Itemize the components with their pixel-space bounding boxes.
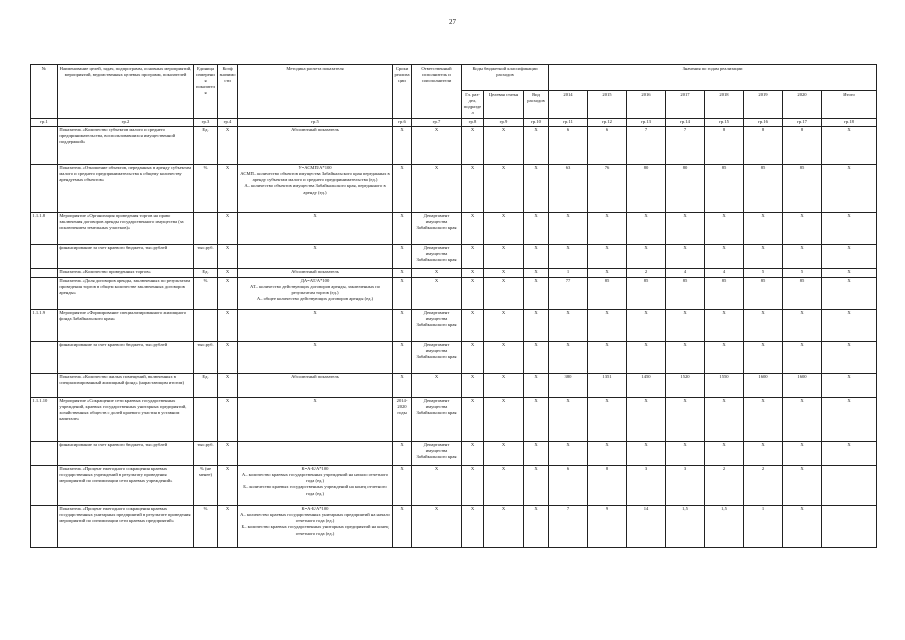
year-value-cell: 85 <box>705 164 744 212</box>
csr-cell: Х <box>484 212 524 244</box>
year-value-cell: Х <box>744 212 783 244</box>
total-value-cell <box>822 505 877 547</box>
year-value-cell: 5 <box>744 268 783 277</box>
vr-cell: Х <box>524 164 549 212</box>
year-value-cell: Х <box>627 244 666 268</box>
responsible-cell: Департамент имущества Забайкальского края <box>412 397 462 441</box>
year-value-cell: Х <box>627 441 666 465</box>
row-number <box>31 268 58 277</box>
row-number <box>31 465 58 505</box>
table-row <box>31 277 877 309</box>
year-value-cell: 1351 <box>588 373 627 397</box>
gr-rz-cell: Х <box>462 373 484 397</box>
term-cell: Х <box>393 212 412 244</box>
header-year: 2020 <box>783 91 822 119</box>
column-number: гр.13 <box>627 119 666 127</box>
term-cell: Х <box>393 244 412 268</box>
column-number: гр.12 <box>588 119 627 127</box>
indicator-name: Показатель «Доля договоров аренды, заключенных по результатам проведения торгов в общем количестве заключенных договоров аренды» <box>58 277 194 309</box>
term-cell: Х <box>393 268 412 277</box>
responsible-cell: Х <box>412 465 462 505</box>
unit-cell <box>194 309 218 341</box>
year-value-cell: Х <box>549 309 588 341</box>
gr-rz-cell: Х <box>462 441 484 465</box>
vr-cell: Х <box>524 244 549 268</box>
unit-cell <box>194 397 218 441</box>
indicator-name: финансирование за счет краевого бюджета, тыс.рублей <box>58 244 194 268</box>
indicator-name: Мероприятие «Формирование специализированного жилищного фонда Забайкальского края» <box>58 309 194 341</box>
indicator-name: Показатель «Количество жилых помещений, включенных в специализированный жилищный фонд» (нарастающим итогом) <box>58 373 194 397</box>
term-cell: Х <box>393 309 412 341</box>
indicator-name: финансирование за счет краевого бюджета, тыс.рублей <box>58 441 194 465</box>
unit-cell: % <box>194 277 218 309</box>
coef-cell: Х <box>218 397 238 441</box>
year-value-cell: Х <box>627 397 666 441</box>
year-value-cell: 85 <box>705 277 744 309</box>
year-value-cell: Х <box>666 341 705 373</box>
responsible-cell: Х <box>412 164 462 212</box>
table-row <box>31 465 877 505</box>
coef-cell: Х <box>218 277 238 309</box>
column-number: гр.10 <box>524 119 549 127</box>
header-year: 2017 <box>666 91 705 119</box>
responsible-cell: Департамент имущества Забайкальского края <box>412 309 462 341</box>
year-value-cell: Х <box>705 341 744 373</box>
year-value-cell: 80 <box>666 164 705 212</box>
unit-cell <box>194 212 218 244</box>
year-value-cell: 8 <box>705 126 744 164</box>
method-cell: У=АСМП/А*100 АСМП– количество объектов имущества Забайкальского края переданных в аренду субъектам малого и среднего предпринимательства (ед.) А– количество объектов имущества Забайкальского края, переданного в аренду (ед.) <box>238 164 393 212</box>
vr-cell: Х <box>524 277 549 309</box>
vr-cell: Х <box>524 309 549 341</box>
method-cell: К=А-Б/А*100 А– количество краевых государственных учреждений на начало отчетного года (ед.) Б– количество краевых государственных учреждений на конец отчетного года (ед.) <box>238 465 393 505</box>
year-value-cell: Х <box>549 397 588 441</box>
responsible-cell: Х <box>412 268 462 277</box>
table-row <box>31 441 877 465</box>
vr-cell: Х <box>524 465 549 505</box>
year-value-cell: Х <box>744 244 783 268</box>
csr-cell: Х <box>484 341 524 373</box>
vr-cell: Х <box>524 268 549 277</box>
column-number: гр.5 <box>238 119 393 127</box>
gr-rz-cell: Х <box>462 397 484 441</box>
year-value-cell: 5 <box>783 268 822 277</box>
year-value-cell: Х <box>705 397 744 441</box>
method-cell: Абсолютный показатель <box>238 268 393 277</box>
total-value-cell: Х <box>822 373 877 397</box>
indicator-name: Мероприятие «Организация проведения торгов на право заключения договоров аренды государственного имущества (за исключением земельных участков)» <box>58 212 194 244</box>
table-body <box>31 126 877 547</box>
row-number <box>31 505 58 547</box>
year-value-cell: Х <box>783 309 822 341</box>
column-number: гр.3 <box>194 119 218 127</box>
year-value-cell: 2 <box>627 268 666 277</box>
total-value-cell: Х <box>822 309 877 341</box>
vr-cell: Х <box>524 505 549 547</box>
method-cell: К=А-Б/А*100 А– количество краевых государственных унитарных предприятий на начало отчетного года (ед.) Б– количество краевых государственных унитарных предприятий на конец отчетного года (ед.) <box>238 505 393 547</box>
vr-cell: Х <box>524 341 549 373</box>
year-value-cell: Х <box>588 268 627 277</box>
column-number: гр.17 <box>783 119 822 127</box>
year-value-cell: Х <box>744 309 783 341</box>
indicator-name: Показатель «Процент ежегодного сокращения краевых государственных унитарных предприятий в результате проведения мероприятий по оптимизации сети краевых предприятий» <box>58 505 194 547</box>
column-number: гр.4 <box>218 119 238 127</box>
header-year: 2018 <box>705 91 744 119</box>
coef-cell: Х <box>218 309 238 341</box>
year-value-cell: Х <box>666 244 705 268</box>
header-year: 2014 <box>549 91 588 119</box>
csr-cell: Х <box>484 309 524 341</box>
method-cell: Абсолютный показатель <box>238 373 393 397</box>
year-value-cell: 6 <box>588 126 627 164</box>
year-value-cell: 1600 <box>744 373 783 397</box>
year-value-cell: 6 <box>549 465 588 505</box>
coef-cell: Х <box>218 465 238 505</box>
gr-rz-cell: Х <box>462 465 484 505</box>
row-number: 1.1.1.10 <box>31 397 58 441</box>
year-value-cell: 77 <box>549 277 588 309</box>
year-value-cell: 1 <box>549 268 588 277</box>
year-value-cell: Х <box>666 397 705 441</box>
total-value-cell: Х <box>822 244 877 268</box>
header-year: 2015 <box>588 91 627 119</box>
column-number: гр.2 <box>58 119 194 127</box>
row-number <box>31 441 58 465</box>
vr-cell: Х <box>524 212 549 244</box>
year-value-cell: 4 <box>705 268 744 277</box>
coef-cell: Х <box>218 244 238 268</box>
year-value-cell: 7 <box>627 126 666 164</box>
unit-cell: Ед. <box>194 268 218 277</box>
year-value-cell: Х <box>627 309 666 341</box>
header-responsible: Ответственный исполнитель и соисполнители <box>412 65 462 119</box>
year-value-cell: 1550 <box>705 373 744 397</box>
column-number: гр.9 <box>484 119 524 127</box>
year-value-cell: 7 <box>666 126 705 164</box>
column-number: гр.11 <box>549 119 588 127</box>
year-value-cell: Х <box>588 212 627 244</box>
method-cell: Х <box>238 212 393 244</box>
indicator-name: Показатель «Количество проведенных торгов» <box>58 268 194 277</box>
year-value-cell: Х <box>549 341 588 373</box>
column-number: гр.8 <box>462 119 484 127</box>
row-number <box>31 126 58 164</box>
page-number: 27 <box>449 18 456 26</box>
row-number <box>31 164 58 212</box>
year-value-cell: 9 <box>588 505 627 547</box>
year-value-cell: 4 <box>666 268 705 277</box>
responsible-cell: Х <box>412 505 462 547</box>
year-value-cell: Х <box>666 212 705 244</box>
year-value-cell: 80 <box>627 164 666 212</box>
year-value-cell: Х <box>744 397 783 441</box>
coef-cell: Х <box>218 126 238 164</box>
year-value-cell: 85 <box>744 164 783 212</box>
indicator-name: финансирование за счет краевого бюджета, тыс.рублей <box>58 341 194 373</box>
year-value-cell: Х <box>705 244 744 268</box>
row-number <box>31 277 58 309</box>
column-number: гр.18 <box>822 119 877 127</box>
header-name: Наименование целей, задач, подпрограмм, основных мероприятий, мероприятий, ведомственных целевых программ, показателей <box>58 65 194 119</box>
method-cell: Абсолютный показатель <box>238 126 393 164</box>
table-row <box>31 244 877 268</box>
year-value-cell: Х <box>783 397 822 441</box>
vr-cell: Х <box>524 373 549 397</box>
term-cell: Х <box>393 126 412 164</box>
year-value-cell: 85 <box>588 277 627 309</box>
responsible-cell: Департамент имущества Забайкальского края <box>412 244 462 268</box>
coef-cell: Х <box>218 505 238 547</box>
responsible-cell: Х <box>412 373 462 397</box>
unit-cell: % <box>194 164 218 212</box>
row-number: 1.1.1.8 <box>31 212 58 244</box>
coef-cell: Х <box>218 341 238 373</box>
csr-cell: Х <box>484 268 524 277</box>
table-row <box>31 373 877 397</box>
gr-rz-cell: Х <box>462 309 484 341</box>
year-value-cell: Х <box>666 441 705 465</box>
header-no: № <box>31 65 58 119</box>
unit-cell: Ед. <box>194 373 218 397</box>
unit-cell: тыс.руб. <box>194 244 218 268</box>
year-value-cell: 6 <box>549 126 588 164</box>
year-value-cell: 1600 <box>783 373 822 397</box>
csr-cell: Х <box>484 441 524 465</box>
year-value-cell: Х <box>666 309 705 341</box>
table-row <box>31 268 877 277</box>
unit-cell: % (не менее) <box>194 465 218 505</box>
table-row <box>31 505 877 547</box>
responsible-cell: Х <box>412 126 462 164</box>
year-value-cell: Х <box>783 441 822 465</box>
gr-rz-cell: Х <box>462 268 484 277</box>
year-value-cell: 7 <box>549 505 588 547</box>
year-value-cell: 1450 <box>627 373 666 397</box>
coef-cell: Х <box>218 164 238 212</box>
method-cell: Х <box>238 309 393 341</box>
responsible-cell: Департамент имущества Забайкальского края <box>412 341 462 373</box>
year-value-cell: Х <box>783 212 822 244</box>
header-unit: Единица измерения показателя <box>194 65 218 119</box>
year-value-cell: 8 <box>744 126 783 164</box>
year-value-cell: Х <box>588 341 627 373</box>
coef-cell: Х <box>218 441 238 465</box>
year-value-cell: Х <box>783 465 822 505</box>
header-term: Сроки реализации <box>393 65 412 119</box>
responsible-cell: Департамент имущества Забайкальского края <box>412 441 462 465</box>
header-total: Итого <box>822 91 877 119</box>
year-value-cell: Х <box>588 309 627 341</box>
table-row <box>31 309 877 341</box>
year-value-cell: Х <box>705 309 744 341</box>
csr-cell: Х <box>484 505 524 547</box>
term-cell: Х <box>393 441 412 465</box>
method-cell: Х <box>238 397 393 441</box>
year-value-cell: 1,5 <box>705 505 744 547</box>
year-value-cell: 1 <box>744 505 783 547</box>
header-vr: Вид расходов <box>524 91 549 119</box>
header-gr-rz: Гл. раз-дел, подраздел <box>462 91 484 119</box>
column-number: гр.7 <box>412 119 462 127</box>
total-value-cell: Х <box>822 277 877 309</box>
table-row <box>31 341 877 373</box>
responsible-cell: Х <box>412 277 462 309</box>
term-cell: Х <box>393 277 412 309</box>
year-value-cell: Х <box>549 441 588 465</box>
term-cell: Х <box>393 341 412 373</box>
csr-cell: Х <box>484 126 524 164</box>
total-value-cell: Х <box>822 164 877 212</box>
year-value-cell: 85 <box>627 277 666 309</box>
year-value-cell: 85 <box>666 277 705 309</box>
term-cell: Х <box>393 505 412 547</box>
year-value-cell: Х <box>783 505 822 547</box>
responsible-cell: Департамент имущества Забайкальского края <box>412 212 462 244</box>
header-year: 2016 <box>627 91 666 119</box>
row-number <box>31 373 58 397</box>
year-value-cell: 85 <box>744 277 783 309</box>
unit-cell: тыс.руб. <box>194 341 218 373</box>
year-value-cell: Х <box>627 341 666 373</box>
gr-rz-cell: Х <box>462 244 484 268</box>
year-value-cell: 2 <box>705 465 744 505</box>
year-value-cell: 85 <box>783 164 822 212</box>
total-value-cell: Х <box>822 268 877 277</box>
total-value-cell: Х <box>822 212 877 244</box>
indicator-name: Мероприятие «Сокращение сети краевых государственных учреждений, краевых государственных унитарных предприятий, хозяйственных обществ с долей краевого участия в уставном капитале» <box>58 397 194 441</box>
column-number: гр.6 <box>393 119 412 127</box>
csr-cell: Х <box>484 397 524 441</box>
total-value-cell: Х <box>822 341 877 373</box>
term-cell: Х <box>393 373 412 397</box>
coef-cell: Х <box>218 212 238 244</box>
csr-cell: Х <box>484 373 524 397</box>
csr-cell: Х <box>484 164 524 212</box>
table-header <box>31 65 877 127</box>
year-value-cell: Х <box>783 244 822 268</box>
year-value-cell: 63 <box>549 164 588 212</box>
indicators-table <box>30 64 877 548</box>
table-row <box>31 397 877 441</box>
gr-rz-cell: Х <box>462 212 484 244</box>
header-coef: Коэф значимости <box>218 65 238 119</box>
table-row <box>31 126 877 164</box>
year-value-cell: 380 <box>549 373 588 397</box>
year-value-cell: Х <box>588 441 627 465</box>
year-value-cell: 3 <box>627 465 666 505</box>
header-year: 2019 <box>744 91 783 119</box>
vr-cell: Х <box>524 397 549 441</box>
vr-cell: Х <box>524 441 549 465</box>
column-number: гр.14 <box>666 119 705 127</box>
indicator-name: Показатель «Количество субъектов малого и среднего предпринимательства, воспользовавшихся имущественной поддержкой» <box>58 126 194 164</box>
method-cell: Х <box>238 341 393 373</box>
term-cell: Х <box>393 164 412 212</box>
gr-rz-cell: Х <box>462 277 484 309</box>
year-value-cell: Х <box>705 212 744 244</box>
row-number <box>31 341 58 373</box>
column-number: гр.16 <box>744 119 783 127</box>
csr-cell: Х <box>484 465 524 505</box>
method-cell <box>238 441 393 465</box>
csr-cell: Х <box>484 277 524 309</box>
row-number <box>31 244 58 268</box>
year-value-cell: 14 <box>627 505 666 547</box>
csr-cell: Х <box>484 244 524 268</box>
gr-rz-cell: Х <box>462 164 484 212</box>
year-value-cell: 2 <box>744 465 783 505</box>
header-budget-codes: Коды бюджетной классификации расходов <box>462 65 549 91</box>
column-number-row <box>31 119 877 127</box>
header-year-values: Значения по годам реализации <box>549 65 877 91</box>
indicator-name: Показатель «Процент ежегодного сокращения краевых государственных учреждений в результату проведения мероприятий по оптимизации сети краевых учреждений» <box>58 465 194 505</box>
table-row <box>31 212 877 244</box>
year-value-cell: Х <box>549 212 588 244</box>
year-value-cell: 85 <box>783 277 822 309</box>
indicator-name: Показатель «Отношение объектов, переданных в аренду субъектам малого и среднего предпринимательства к общему количеству арендуемых объектов» <box>58 164 194 212</box>
method-cell: Х <box>238 244 393 268</box>
year-value-cell: 1,5 <box>666 505 705 547</box>
method-cell: ДА=АТ/А*100 АТ– количество действующих договоров аренды, заключенных по результатам торгов (ед.) А– общее количество действующих договоров аренды (ед.) <box>238 277 393 309</box>
year-value-cell: 8 <box>783 126 822 164</box>
term-cell: Х <box>393 465 412 505</box>
unit-cell: % <box>194 505 218 547</box>
gr-rz-cell: Х <box>462 505 484 547</box>
vr-cell: Х <box>524 126 549 164</box>
total-value-cell <box>822 465 877 505</box>
year-value-cell: Х <box>744 441 783 465</box>
year-value-cell: Х <box>744 341 783 373</box>
table-row <box>31 164 877 212</box>
header-method: Методика расчета показателя <box>238 65 393 119</box>
total-value-cell: Х <box>822 126 877 164</box>
year-value-cell: Х <box>588 244 627 268</box>
year-value-cell: 8 <box>588 465 627 505</box>
column-number: гр.15 <box>705 119 744 127</box>
header-csr: Целевая статья <box>484 91 524 119</box>
gr-rz-cell: Х <box>462 126 484 164</box>
year-value-cell: 1520 <box>666 373 705 397</box>
coef-cell: Х <box>218 373 238 397</box>
year-value-cell: 76 <box>588 164 627 212</box>
unit-cell: Ед. <box>194 126 218 164</box>
year-value-cell: Х <box>588 397 627 441</box>
year-value-cell: Х <box>549 244 588 268</box>
column-number: гр.1 <box>31 119 58 127</box>
year-value-cell: 3 <box>666 465 705 505</box>
year-value-cell: Х <box>627 212 666 244</box>
year-value-cell: Х <box>783 341 822 373</box>
gr-rz-cell: Х <box>462 341 484 373</box>
coef-cell: Х <box>218 268 238 277</box>
total-value-cell: Х <box>822 397 877 441</box>
unit-cell: тыс.руб. <box>194 441 218 465</box>
term-cell: 2014-2020 годы <box>393 397 412 441</box>
row-number: 1.1.1.9 <box>31 309 58 341</box>
year-value-cell: Х <box>705 441 744 465</box>
total-value-cell: Х <box>822 441 877 465</box>
